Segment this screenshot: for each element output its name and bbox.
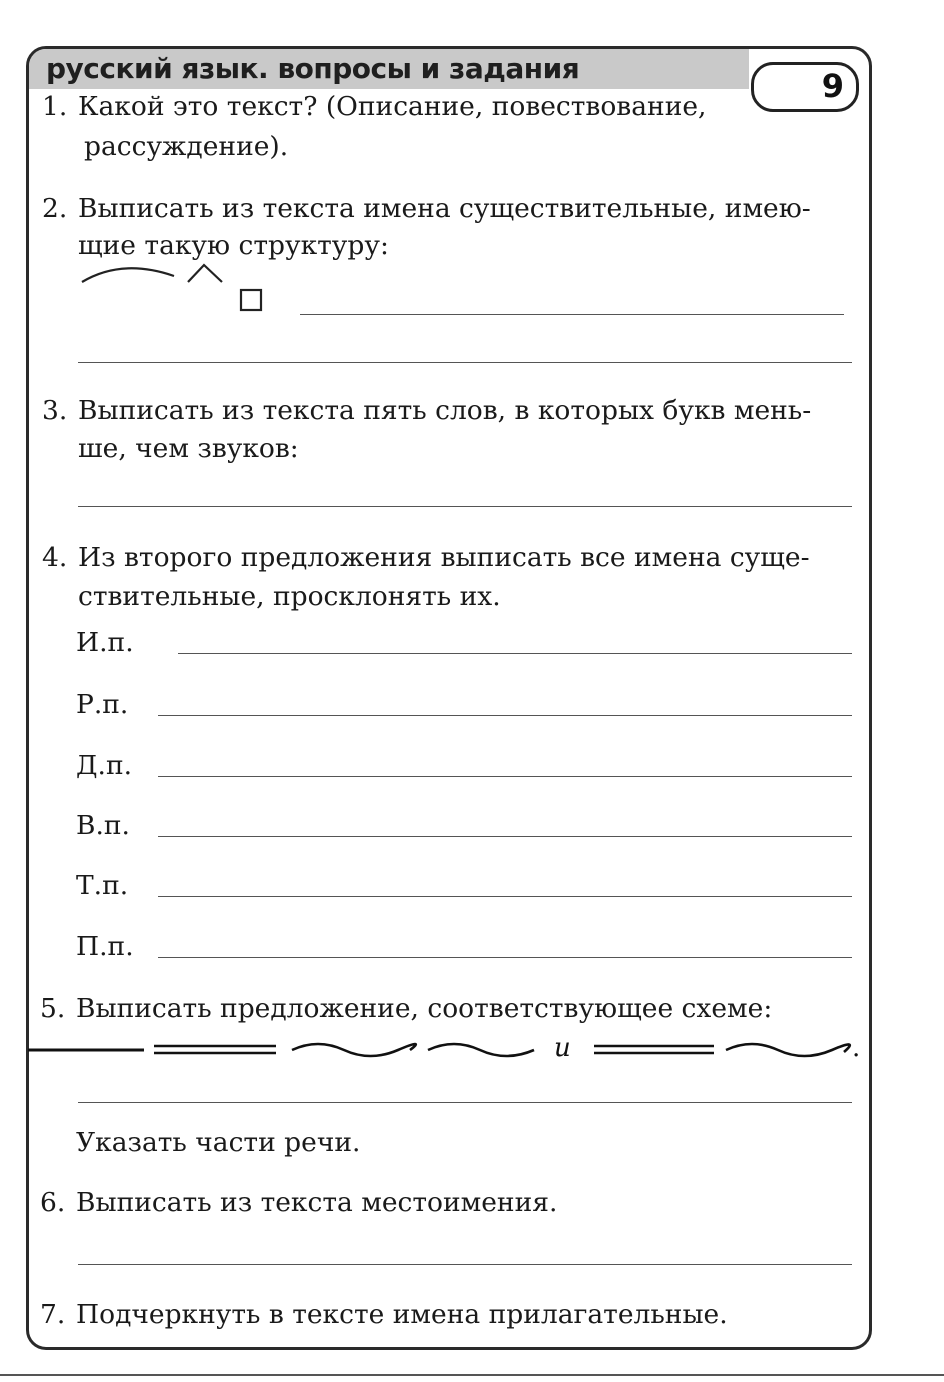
scheme-wavy-line xyxy=(292,1044,416,1056)
case-label-genitive: Р.п. xyxy=(76,689,129,720)
task-4-number: 4. xyxy=(42,542,68,573)
case-label-prepositional: П.п. xyxy=(76,931,134,962)
footer-rule xyxy=(0,1374,944,1376)
answer-line xyxy=(158,836,852,837)
task-3-text-line-1: Выписать из текста пять слов, в которых букв мень- xyxy=(78,395,812,426)
page-badge xyxy=(751,62,859,112)
answer-line xyxy=(78,1264,852,1265)
scheme-wavy-line xyxy=(726,1044,850,1056)
root-arc xyxy=(82,268,174,282)
task-2-number: 2. xyxy=(42,193,68,224)
scheme-conjunction: и xyxy=(554,1033,571,1063)
answer-line xyxy=(78,506,852,507)
task-7-text-line-1: Подчеркнуть в тексте имена прилагательные. xyxy=(76,1299,728,1330)
case-label-dative: Д.п. xyxy=(76,750,133,781)
case-label-accusative: В.п. xyxy=(76,810,130,841)
case-label-nominative: И.п. xyxy=(76,627,134,658)
answer-line xyxy=(158,957,852,958)
task-6-number: 6. xyxy=(40,1187,66,1218)
answer-line xyxy=(78,1102,852,1103)
task-3-text-line-2: ше, чем звуков: xyxy=(78,433,299,464)
scheme-end-mark: . xyxy=(852,1033,861,1063)
task-1-text-line-1: Какой это текст? (Описание, повествование, xyxy=(78,91,707,122)
morpheme-scheme-icon xyxy=(78,258,278,316)
task-3-number: 3. xyxy=(42,395,68,426)
sentence-scheme xyxy=(26,1030,872,1074)
header-title: русский язык. вопросы и задания xyxy=(46,52,580,85)
task-2-text-line-1: Выписать из текста имена существительные, имею- xyxy=(78,193,811,224)
answer-line xyxy=(158,896,852,897)
task-6-text-line-1: Выписать из текста местоимения. xyxy=(76,1187,558,1218)
task-7-number: 7. xyxy=(40,1299,66,1330)
task-1-number: 1. xyxy=(42,91,68,122)
task-1-text-line-2: рассуждение). xyxy=(84,131,289,162)
answer-line xyxy=(158,776,852,777)
task-5-note: Указать части речи. xyxy=(76,1127,361,1158)
task-4-text-line-1: Из второго предложения выписать все имена суще- xyxy=(78,542,810,573)
scheme-wavy-line xyxy=(428,1044,534,1056)
answer-line xyxy=(158,715,852,716)
answer-line xyxy=(300,314,844,315)
answer-line xyxy=(178,653,852,654)
ending-box xyxy=(241,290,261,310)
page-number: 9 xyxy=(821,67,844,105)
case-label-instrumental: Т.п. xyxy=(76,870,129,901)
suffix-mark xyxy=(188,265,222,282)
task-5-text-line-1: Выписать предложение, соответствующее схеме: xyxy=(76,993,773,1024)
task-4-text-line-2: ствительные, просклонять их. xyxy=(78,581,501,612)
answer-line xyxy=(78,362,852,363)
task-2-text-line-2: щие такую структуру: xyxy=(78,230,389,261)
task-5-number: 5. xyxy=(40,993,66,1024)
